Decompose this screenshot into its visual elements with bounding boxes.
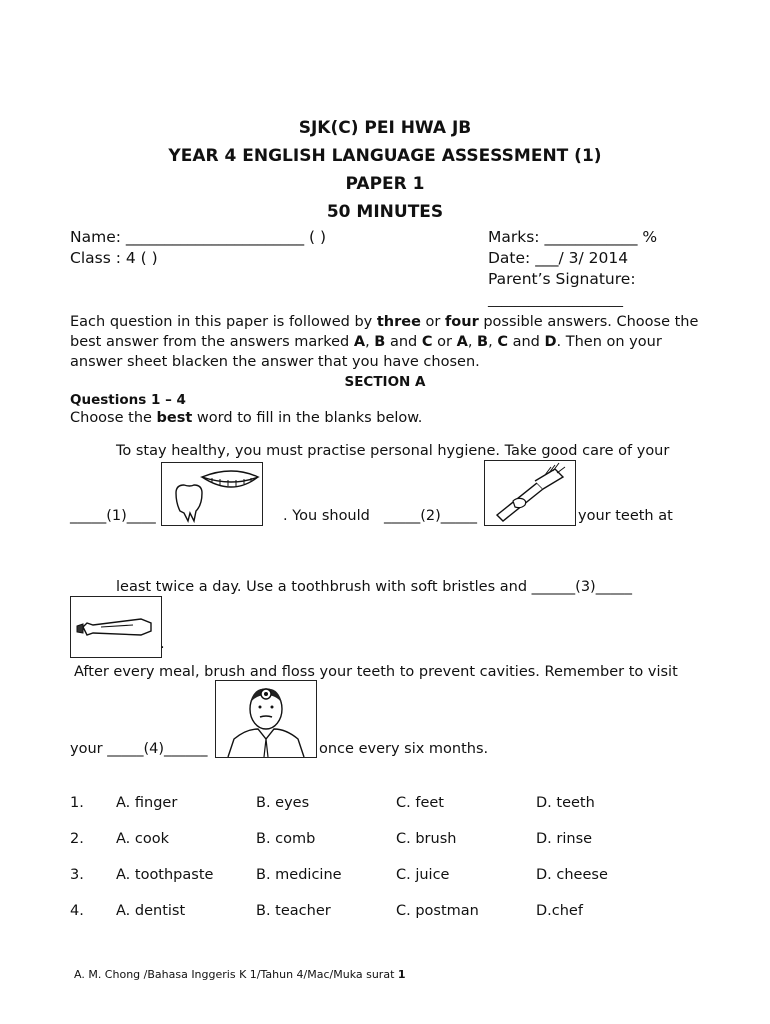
teeth-image: [161, 462, 263, 526]
option-a[interactable]: A. toothpaste: [116, 867, 214, 883]
toothbrush-icon: [485, 461, 575, 525]
question-number: 3.: [70, 867, 84, 883]
option-a[interactable]: A. dentist: [116, 903, 186, 919]
passage-line-2-end: your teeth at: [578, 508, 673, 524]
option-b[interactable]: B. medicine: [256, 867, 342, 883]
dentist-image: [215, 680, 317, 758]
passage-line-5-end: once every six months.: [319, 741, 489, 757]
question-number: 1.: [70, 795, 84, 811]
option-b[interactable]: B. comb: [256, 831, 316, 847]
passage-line-3: least twice a day. Use a toothbrush with soft bristles and ______(3)_____: [116, 579, 632, 595]
questions-range: Questions 1 – 4: [70, 392, 186, 408]
passage-dot: .: [160, 636, 165, 652]
dentist-icon: [216, 681, 316, 757]
section-prompt: Choose the best word to fill in the blanks below.: [70, 410, 423, 426]
blank-1: _____(1)____: [70, 508, 156, 524]
passage-line-5-start: your _____(4)______: [70, 741, 208, 757]
paper-label: PAPER 1: [345, 174, 425, 194]
marks-field: Marks: ____________ %: [488, 228, 658, 246]
option-c[interactable]: C. juice: [396, 867, 450, 883]
signature-label: Parent’s Signature:: [488, 270, 636, 288]
option-d[interactable]: D. rinse: [536, 831, 593, 847]
toothbrush-image: [484, 460, 576, 526]
class-field: Class : 4 ( ): [70, 249, 158, 267]
option-d[interactable]: D. cheese: [536, 867, 608, 883]
option-a[interactable]: A. finger: [116, 795, 178, 811]
page-footer: A. M. Chong /Bahasa Inggeris K 1/Tahun 4/Mac/Muka surat 1: [74, 968, 406, 981]
passage-line-4: After every meal, brush and floss your teeth to prevent cavities. Remember to visit: [74, 664, 678, 680]
option-b[interactable]: B. teacher: [256, 903, 331, 919]
toothpaste-image: [70, 596, 162, 658]
name-field: Name: _______________________ ( ): [70, 228, 327, 246]
passage-line-1: To stay healthy, you must practise personal hygiene. Take good care of your: [116, 443, 670, 459]
date-field: Date: ___/ 3/ 2014: [488, 249, 629, 267]
school-name: SJK(C) PEI HWA JB: [298, 118, 472, 138]
page-number: 1: [397, 968, 406, 981]
question-number: 2.: [70, 831, 84, 847]
signature-line: ____________________: [488, 292, 623, 308]
option-d[interactable]: D.chef: [536, 903, 583, 919]
instructions-line-2: best answer from the answers marked A, B and C or A, B, C and D. Then on your: [70, 334, 662, 350]
option-c[interactable]: C. feet: [396, 795, 444, 811]
passage-line-2-mid: . You should: [283, 508, 370, 524]
option-a[interactable]: A. cook: [116, 831, 169, 847]
teeth-icon: [162, 463, 262, 525]
duration-label: 50 MINUTES: [326, 202, 444, 222]
option-c[interactable]: C. postman: [396, 903, 479, 919]
option-d[interactable]: D. teeth: [536, 795, 595, 811]
instructions-line-3: answer sheet blacken the answer that you have chosen.: [70, 354, 480, 370]
assessment-title: YEAR 4 ENGLISH LANGUAGE ASSESSMENT (1): [168, 146, 602, 166]
blank-2: _____(2)_____: [384, 508, 478, 524]
instructions-line-1: Each question in this paper is followed by three or four possible answers. Choose the: [70, 314, 699, 330]
toothpaste-icon: [71, 597, 161, 657]
option-b[interactable]: B. eyes: [256, 795, 310, 811]
option-c[interactable]: C. brush: [396, 831, 457, 847]
question-number: 4.: [70, 903, 84, 919]
section-title: SECTION A: [344, 374, 426, 390]
